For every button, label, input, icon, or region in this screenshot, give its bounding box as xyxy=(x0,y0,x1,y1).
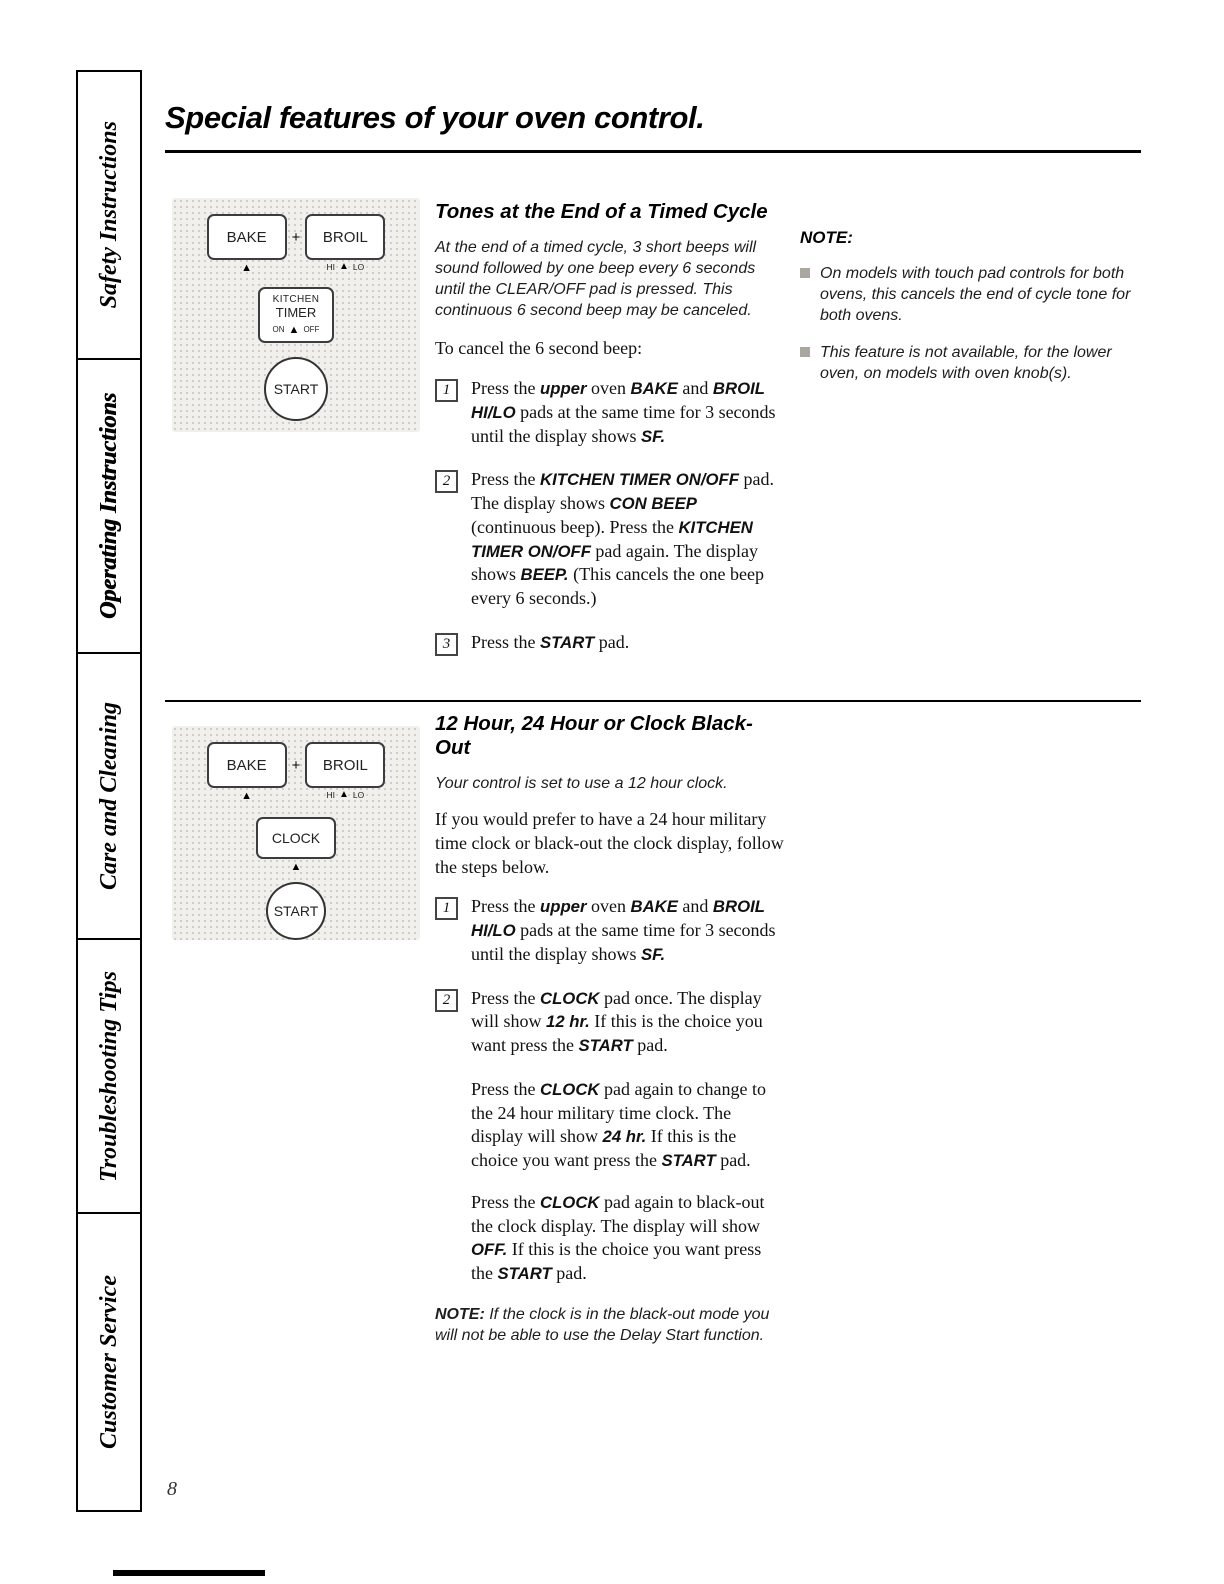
note-heading: NOTE: xyxy=(800,228,853,247)
sidebar-tab-label: Troubleshooting Tips xyxy=(95,970,122,1182)
section-lead: To cancel the 6 second beep: xyxy=(435,338,643,359)
indicator-triangle-icon: ▲ xyxy=(241,790,253,802)
broil-pad xyxy=(305,742,385,788)
plus-sign: + xyxy=(291,229,301,246)
section-paragraph: If you would prefer to have a 24 hour military time clock or black-out the clock display, follow the steps below. xyxy=(435,809,784,877)
kitchen-timer-label-line1: KITCHEN xyxy=(272,294,320,305)
indicator-triangle-icon: ▲ xyxy=(288,324,300,336)
bake-pad-label: BAKE xyxy=(226,228,267,246)
step-2 xyxy=(435,987,785,1058)
kitchen-timer-label-line2: TIMER xyxy=(275,305,317,320)
step-number-box: 2 xyxy=(435,470,458,493)
hi-label: HI xyxy=(326,790,335,800)
section-tones-timed-cycle xyxy=(435,200,783,676)
square-bullet-icon xyxy=(800,268,810,278)
on-off-indicator xyxy=(273,322,320,336)
start-pad xyxy=(264,357,328,421)
sidebar-tab-label: Operating Instructions xyxy=(95,392,122,620)
off-label: OFF xyxy=(303,324,320,334)
section-divider xyxy=(165,700,1141,702)
page-number: 8 xyxy=(167,1478,177,1500)
start-pad xyxy=(266,882,326,940)
note-text: This feature is not available, for the lower oven, on models with oven knob(s). xyxy=(820,344,1112,383)
sidebar-tab-operating-instructions xyxy=(76,358,142,654)
bake-pad-label: BAKE xyxy=(226,756,267,774)
step-number-box: 3 xyxy=(435,633,458,656)
step-text: Press the START pad. xyxy=(471,631,630,652)
step-1 xyxy=(435,895,785,966)
note-item xyxy=(800,263,1138,326)
continuation-paragraph: Press the CLOCK pad again to change to the 24 hour military time clock. The display will show 24 hr. If this is the choice you want press the START pad. xyxy=(471,1078,766,1171)
section-note: NOTE: If the clock is in the black-out mode you will not be able to use the Delay Start function. xyxy=(435,1305,770,1344)
lo-label: LO xyxy=(352,790,365,800)
hi-lo-indicator xyxy=(327,790,365,800)
step-text: Press the upper oven BAKE and BROIL HI/LO pads at the same time for 3 seconds until the display shows SF. xyxy=(471,378,776,446)
step-number-box: 2 xyxy=(435,989,458,1012)
lo-label: LO xyxy=(352,262,365,272)
broil-pad-label: BROIL xyxy=(322,756,368,774)
sidebar-tab-label: Customer Service xyxy=(95,1275,122,1449)
step-2 xyxy=(435,468,783,611)
bake-broil-pad-row xyxy=(207,742,386,802)
note-item xyxy=(800,342,1138,384)
step-number-box: 1 xyxy=(435,897,458,920)
section-heading: 12 Hour, 24 Hour or Clock Black-Out xyxy=(435,712,753,759)
clock-pad-label: CLOCK xyxy=(271,830,321,847)
sidebar-tab-label: Care and Cleaning xyxy=(95,701,122,891)
section-clock-black-out xyxy=(435,712,785,1346)
section-intro: Your control is set to use a 12 hour clock. xyxy=(435,775,728,792)
title-rule xyxy=(165,150,1141,153)
note-column xyxy=(800,228,1138,401)
oven-control-illustration-clock xyxy=(172,726,420,940)
step-number-box: 1 xyxy=(435,379,458,402)
clock-pad xyxy=(256,817,336,859)
broil-pad-label: BROIL xyxy=(322,228,368,246)
on-label: ON xyxy=(272,324,285,334)
sidebar-tab-customer-service xyxy=(76,1212,142,1512)
note-text: On models with touch pad controls for both ovens, this cancels the end of cycle tone for both ovens. xyxy=(820,265,1131,325)
square-bullet-icon xyxy=(800,347,810,357)
continuation-paragraph: Press the CLOCK pad again to black-out the clock display. The display will show OFF. If this is the choice you want press the START pad. xyxy=(471,1191,765,1284)
sidebar-tab-safety-instructions xyxy=(76,70,142,360)
sidebar-tab-care-and-cleaning xyxy=(76,652,142,940)
indicator-triangle-icon: ▲ xyxy=(241,262,253,274)
sidebar-tab-troubleshooting-tips xyxy=(76,938,142,1214)
step-1 xyxy=(435,377,783,448)
indicator-triangle-icon: ▲ xyxy=(339,261,349,272)
indicator-triangle-icon: ▲ xyxy=(290,861,302,874)
plus-sign: + xyxy=(291,757,301,774)
start-pad-label: START xyxy=(273,381,319,397)
hi-lo-indicator xyxy=(327,262,365,272)
bake-pad xyxy=(207,214,287,260)
sidebar-tab-label: Safety Instructions xyxy=(95,121,122,309)
start-pad-label: START xyxy=(273,903,319,920)
kitchen-timer-pad xyxy=(258,287,334,343)
page-title: Special features of your oven control. xyxy=(165,100,705,135)
step-text: Press the CLOCK pad once. The display will show 12 hr. If this is the choice you want press the START pad. xyxy=(471,987,763,1056)
section-heading: Tones at the End of a Timed Cycle xyxy=(435,200,768,223)
step-3 xyxy=(435,631,783,656)
section-intro: At the end of a timed cycle, 3 short beeps will sound followed by one beep every 6 seconds until the CLEAR/OFF pad is pressed. This continuous 6 second beep may be canceled. xyxy=(435,239,757,320)
broil-pad xyxy=(305,214,385,260)
hi-label: HI xyxy=(326,262,335,272)
bake-pad xyxy=(207,742,287,788)
step-text: Press the KITCHEN TIMER ON/OFF pad. The display shows CON BEEP (continuous beep). Press the KITCHEN TIMER ON/OFF pad again. The display shows BEEP. (This cancels the one beep every 6 seconds.) xyxy=(471,469,774,609)
bake-broil-pad-row xyxy=(207,214,386,274)
oven-control-illustration-timer xyxy=(172,198,420,432)
step-text: Press the upper oven BAKE and BROIL HI/LO pads at the same time for 3 seconds until the display shows SF. xyxy=(471,896,776,964)
indicator-triangle-icon: ▲ xyxy=(339,789,349,800)
page-edge-mark xyxy=(113,1570,265,1576)
